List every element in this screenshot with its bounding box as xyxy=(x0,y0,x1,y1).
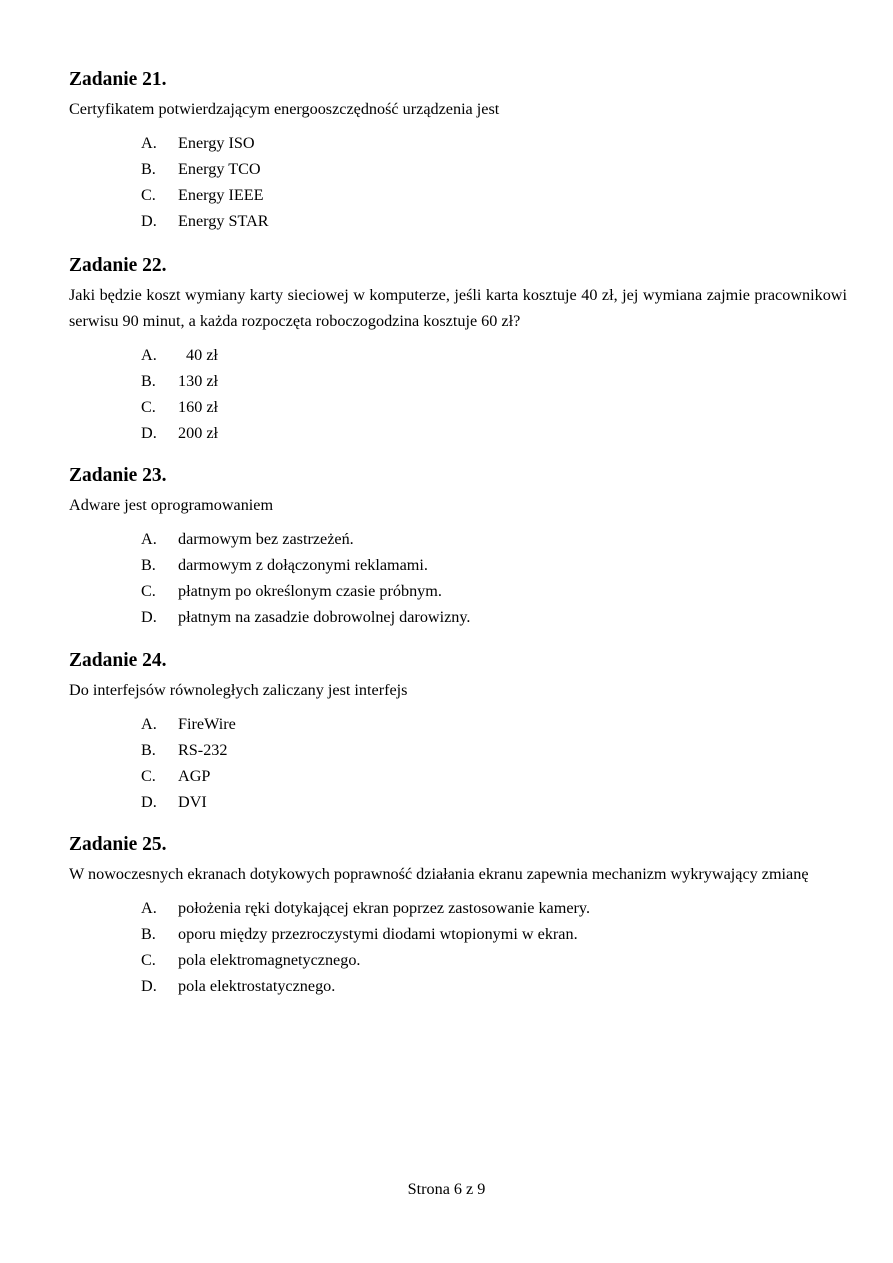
answer-text: Energy TCO xyxy=(178,160,261,178)
answer-option-a xyxy=(69,895,847,921)
answer-text: pola elektrostatycznego. xyxy=(178,977,336,995)
answer-list xyxy=(69,130,847,234)
answer-option-a xyxy=(69,342,847,368)
task-title: Zadanie 21. xyxy=(69,69,167,90)
answer-text: 200 zł xyxy=(178,424,219,442)
answer-letter: D. xyxy=(141,212,157,230)
answer-list xyxy=(69,895,847,999)
answer-option-c xyxy=(69,763,847,789)
answer-text: Energy ISO xyxy=(178,134,255,152)
answer-option-b xyxy=(69,737,847,763)
answer-text: 40 zł xyxy=(186,346,218,364)
answer-option-b xyxy=(69,368,847,394)
answer-letter: C. xyxy=(141,582,156,600)
answer-letter: A. xyxy=(141,346,157,364)
answer-option-c xyxy=(69,182,847,208)
answer-letter: C. xyxy=(141,398,156,416)
task-title: Zadanie 24. xyxy=(69,650,167,671)
task-24 xyxy=(69,650,847,815)
answer-text: darmowym bez zastrzeżeń. xyxy=(178,530,354,548)
answer-option-b xyxy=(69,552,847,578)
answer-option-a xyxy=(69,130,847,156)
answer-text: 160 zł xyxy=(178,398,219,416)
task-22 xyxy=(69,255,847,446)
task-question: Do interfejsów równoległych zaliczany jest interfejs xyxy=(69,681,408,699)
answer-option-a xyxy=(69,526,847,552)
answer-option-b xyxy=(69,921,847,947)
answer-list xyxy=(69,342,847,446)
task-question: Jaki będzie koszt wymiany karty sieciowej w komputerze, jeśli karta kosztuje 40 zł, jej wymiana zajmie pracownikowi serwisu 90 minut, a każda rozpoczęta roboczogodzina kosztuje 60 zł? xyxy=(69,286,847,330)
answer-letter: B. xyxy=(141,925,156,943)
task-25 xyxy=(69,834,847,999)
answer-letter: A. xyxy=(141,715,157,733)
answer-letter: D. xyxy=(141,793,157,811)
answer-text: FireWire xyxy=(178,715,236,733)
answer-letter: B. xyxy=(141,372,156,390)
answer-letter: B. xyxy=(141,160,156,178)
answer-text: RS-232 xyxy=(178,741,228,759)
answer-text: oporu między przezroczystymi diodami wtopionymi w ekran. xyxy=(178,925,578,943)
task-question: Adware jest oprogramowaniem xyxy=(69,496,274,514)
answer-option-d xyxy=(69,789,847,815)
answer-text: płatnym po określonym czasie próbnym. xyxy=(178,582,442,600)
page-footer xyxy=(0,1179,893,1199)
answer-letter: A. xyxy=(141,134,157,152)
answer-text: DVI xyxy=(178,793,207,811)
answer-letter: A. xyxy=(141,899,157,917)
answer-letter: C. xyxy=(141,186,156,204)
answer-letter: B. xyxy=(141,556,156,574)
task-23 xyxy=(69,465,847,630)
answer-option-c xyxy=(69,394,847,420)
answer-option-d xyxy=(69,420,847,446)
answer-list xyxy=(69,711,847,815)
answer-option-c xyxy=(69,947,847,973)
task-title: Zadanie 25. xyxy=(69,834,167,855)
task-21 xyxy=(69,69,847,234)
answer-text: 130 zł xyxy=(178,372,219,390)
answer-option-d xyxy=(69,208,847,234)
answer-text: darmowym z dołączonymi reklamami. xyxy=(178,556,428,574)
answer-text: płatnym na zasadzie dobrowolnej darowizny. xyxy=(178,608,471,626)
answer-letter: C. xyxy=(141,767,156,785)
answer-letter: D. xyxy=(141,977,157,995)
answer-option-a xyxy=(69,711,847,737)
answer-letter: C. xyxy=(141,951,156,969)
answer-text: położenia ręki dotykającej ekran poprzez zastosowanie kamery. xyxy=(178,899,590,917)
answer-text: AGP xyxy=(178,767,211,785)
answer-letter: B. xyxy=(141,741,156,759)
task-title: Zadanie 23. xyxy=(69,465,167,486)
answer-option-d xyxy=(69,973,847,999)
answer-text: pola elektromagnetycznego. xyxy=(178,951,361,969)
task-title: Zadanie 22. xyxy=(69,255,167,276)
answer-letter: D. xyxy=(141,608,157,626)
answer-text: Energy STAR xyxy=(178,212,269,230)
answer-option-c xyxy=(69,578,847,604)
answer-option-d xyxy=(69,604,847,630)
answer-text: Energy IEEE xyxy=(178,186,264,204)
answer-option-b xyxy=(69,156,847,182)
answer-list xyxy=(69,526,847,630)
page-number: Strona 6 z 9 xyxy=(407,1180,486,1198)
task-question: Certyfikatem potwierdzającym energooszczędność urządzenia jest xyxy=(69,100,500,118)
task-question: W nowoczesnych ekranach dotykowych poprawność działania ekranu zapewnia mechanizm wykrywający zmianę xyxy=(69,865,809,883)
answer-letter: A. xyxy=(141,530,157,548)
answer-letter: D. xyxy=(141,424,157,442)
